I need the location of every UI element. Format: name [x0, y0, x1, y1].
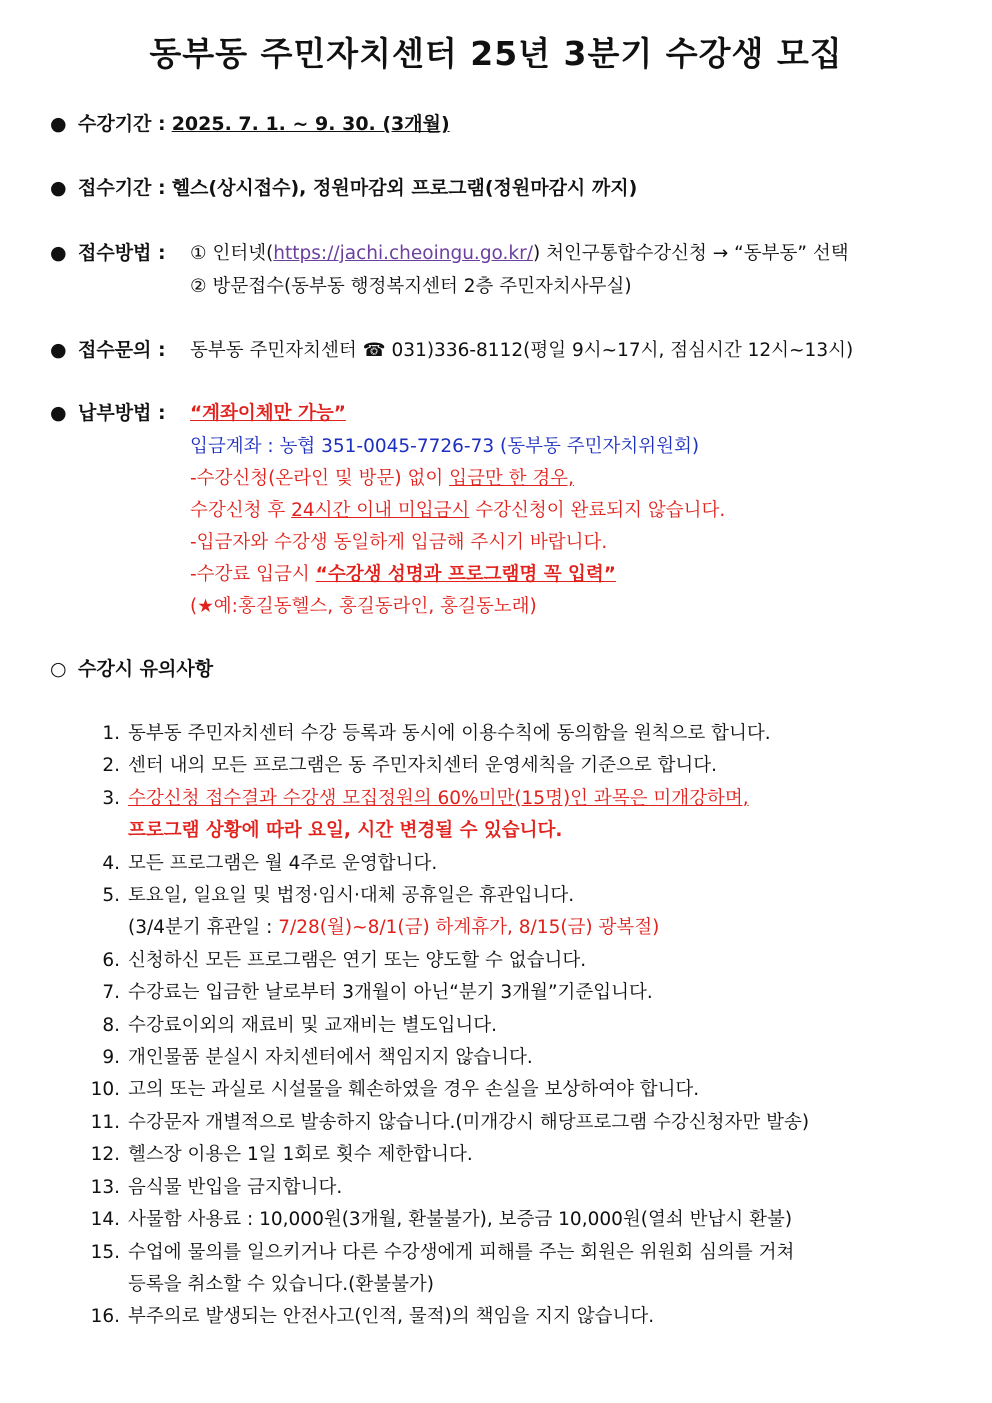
list-item [88, 1237, 928, 1269]
page-title: 동부동 주민자치센터 25년 3분기 수강생 모집 [149, 34, 843, 73]
item-text: 센터 내의 모든 프로그램은 동 주민자치센터 운영세칙을 기준으로 합니다. [128, 755, 718, 777]
item-text: 개인물품 분실시 자치센터에서 책임지지 않습니다. [128, 1047, 533, 1069]
bullet-icon: ● [50, 177, 67, 199]
rules-list [88, 718, 928, 1334]
method-line-1 [190, 237, 849, 270]
holiday-dates: 7/28(월)~8/1(금) 하계휴가, 8/15(금) 광복절) [278, 917, 660, 939]
note1-emphasis: 입금만 한 경우, [449, 468, 574, 489]
reception-row [50, 172, 637, 205]
period-label: 수강기간 : [78, 113, 166, 135]
payment-row [50, 397, 166, 430]
inquiry-label: 접수문의 : [78, 339, 166, 361]
list-item [88, 783, 928, 815]
item-text: 사물함 사용료 : 10,000원(3개월, 환불불가), 보증금 10,000원(열쇠 반납시 환불) [128, 1209, 793, 1231]
item-text: 수강료이외의 재료비 및 교재비는 별도입니다. [128, 1014, 497, 1036]
note2-emphasis: 24시간 이내 미입금시 [291, 500, 470, 521]
notice-heading [50, 653, 213, 686]
item-number: 16. [90, 1306, 120, 1328]
item-text: 토요일, 일요일 및 법정·임시·대체 공휴일은 휴관입니다. [128, 885, 575, 907]
notice-label: 수강시 유의사항 [78, 658, 214, 680]
item-number: 10. [90, 1079, 120, 1101]
payment-account: 입금계좌 : 농협 351-0045-7726-73 (동부동 주민자치위원회) [190, 436, 700, 457]
item-text: 동부동 주민자치센터 수강 등록과 동시에 이용수칙에 동의함을 원칙으로 합니다. [128, 723, 771, 744]
signup-link[interactable]: https://jachi.cheoingu.go.kr/ [273, 243, 533, 264]
method-label: 접수방법 : [78, 242, 166, 264]
payment-headline: “계좌이체만 가능” [190, 403, 346, 424]
circle-icon: ○ [50, 658, 67, 680]
item-text: 부주의로 발생되는 안전사고(인적, 물적)의 책임을 지지 않습니다. [128, 1306, 655, 1328]
item-number: 3. [102, 787, 120, 809]
item-number: 6. [102, 949, 120, 971]
item-text: 수업에 물의를 일으키거나 다른 수강생에게 피해를 주는 회원은 위원회 심의를 거쳐 [128, 1241, 795, 1263]
note2-text: 수강신청 후 [190, 500, 292, 521]
item-text: 모든 프로그램은 월 4주로 운영합니다. [128, 852, 438, 874]
item-number: 1. [102, 723, 120, 744]
reception-label: 접수기간 : [78, 177, 166, 199]
list-item [88, 1042, 928, 1074]
item-number: 7. [102, 982, 120, 1004]
note4-emphasis: “수강생 성명과 프로그램명 꼭 입력” [315, 564, 616, 585]
list-item [88, 1301, 928, 1333]
item-number: 14. [90, 1209, 120, 1231]
method-row [50, 237, 166, 270]
list-item [88, 880, 928, 912]
list-item [88, 945, 928, 977]
item-text: 신청하신 모든 프로그램은 연기 또는 양도할 수 없습니다. [128, 949, 587, 971]
payment-note-2 [190, 494, 725, 527]
payment-note-5: (★예:홍길동헬스, 홍길동라인, 홍길동노래) [190, 596, 537, 617]
list-item [88, 848, 928, 880]
item-text: 음식물 반입을 금지합니다. [128, 1176, 343, 1198]
list-item [88, 1172, 928, 1204]
period-value: 2025. 7. 1. ~ 9. 30. (3개월) [171, 113, 450, 135]
note2-tail: 수강신청이 완료되지 않습니다. [469, 500, 726, 521]
inquiry-value: 동부동 주민자치센터 ☎ 031)336-8112(평일 9시~17시, 점심시간 12시~13시) [190, 340, 854, 361]
list-item [88, 1204, 928, 1236]
reception-value: 헬스(상시접수), 정원마감외 프로그램(정원마감시 까지) [171, 177, 638, 199]
list-item [88, 1010, 928, 1042]
period-row [50, 108, 450, 141]
list-item [88, 1107, 928, 1139]
method-line1-suffix: ) 처인구통합수강신청 → “동부동” 선택 [532, 243, 849, 264]
item-number: 5. [102, 885, 120, 907]
item-continuation [88, 912, 928, 944]
item-text: 헬스장 이용은 1일 1회로 횟수 제한합니다. [128, 1144, 473, 1166]
list-item [88, 977, 928, 1009]
bullet-icon: ● [50, 402, 67, 424]
payment-note-1 [190, 462, 574, 495]
item-text: 수강료는 입금한 날로부터 3개월이 아닌“분기 3개월”기준입니다. [128, 982, 653, 1004]
bullet-icon: ● [50, 242, 67, 264]
item-number: 8. [102, 1014, 120, 1036]
item-continuation: 등록을 취소할 수 있습니다.(환불불가) [128, 1273, 435, 1295]
item-continuation: 프로그램 상황에 따라 요일, 시간 변경될 수 있습니다. [128, 820, 563, 842]
note1-text: -수강신청(온라인 및 방문) 없이 [190, 468, 450, 489]
list-item [88, 718, 928, 750]
inquiry-row [50, 334, 166, 367]
payment-label: 납부방법 : [78, 402, 166, 424]
method-line-2: ② 방문접수(동부동 행정복지센터 2층 주민자치사무실) [190, 276, 632, 297]
list-item [88, 1074, 928, 1106]
item-text: 고의 또는 과실로 시설물을 훼손하였을 경우 손실을 보상하여야 합니다. [128, 1079, 700, 1101]
item-number: 11. [90, 1111, 120, 1133]
item-number: 2. [102, 755, 120, 777]
item-number: 9. [102, 1047, 120, 1069]
item-number: 13. [90, 1176, 120, 1198]
holiday-label: (3/4분기 휴관일 : [128, 917, 279, 939]
item-number: 12. [90, 1144, 120, 1166]
method-line1-prefix: ① 인터넷( [190, 243, 274, 264]
bullet-icon: ● [50, 113, 67, 135]
item-number: 15. [90, 1241, 120, 1263]
note4-text: -수강료 입금시 [190, 564, 316, 585]
item-number: 4. [102, 852, 120, 874]
list-item [88, 1139, 928, 1171]
item-text: 수강문자 개별적으로 발송하지 않습니다.(미개강시 해당프로그램 수강신청자만 발송) [128, 1111, 810, 1133]
payment-note-3: -입금자와 수강생 동일하게 입금해 주시기 바랍니다. [190, 532, 608, 553]
payment-note-4 [190, 558, 616, 591]
list-item [88, 750, 928, 782]
item-text: 수강신청 접수결과 수강생 모집정원의 60%미만(15명)인 과목은 미개강하며, [128, 787, 749, 809]
bullet-icon: ● [50, 339, 67, 361]
